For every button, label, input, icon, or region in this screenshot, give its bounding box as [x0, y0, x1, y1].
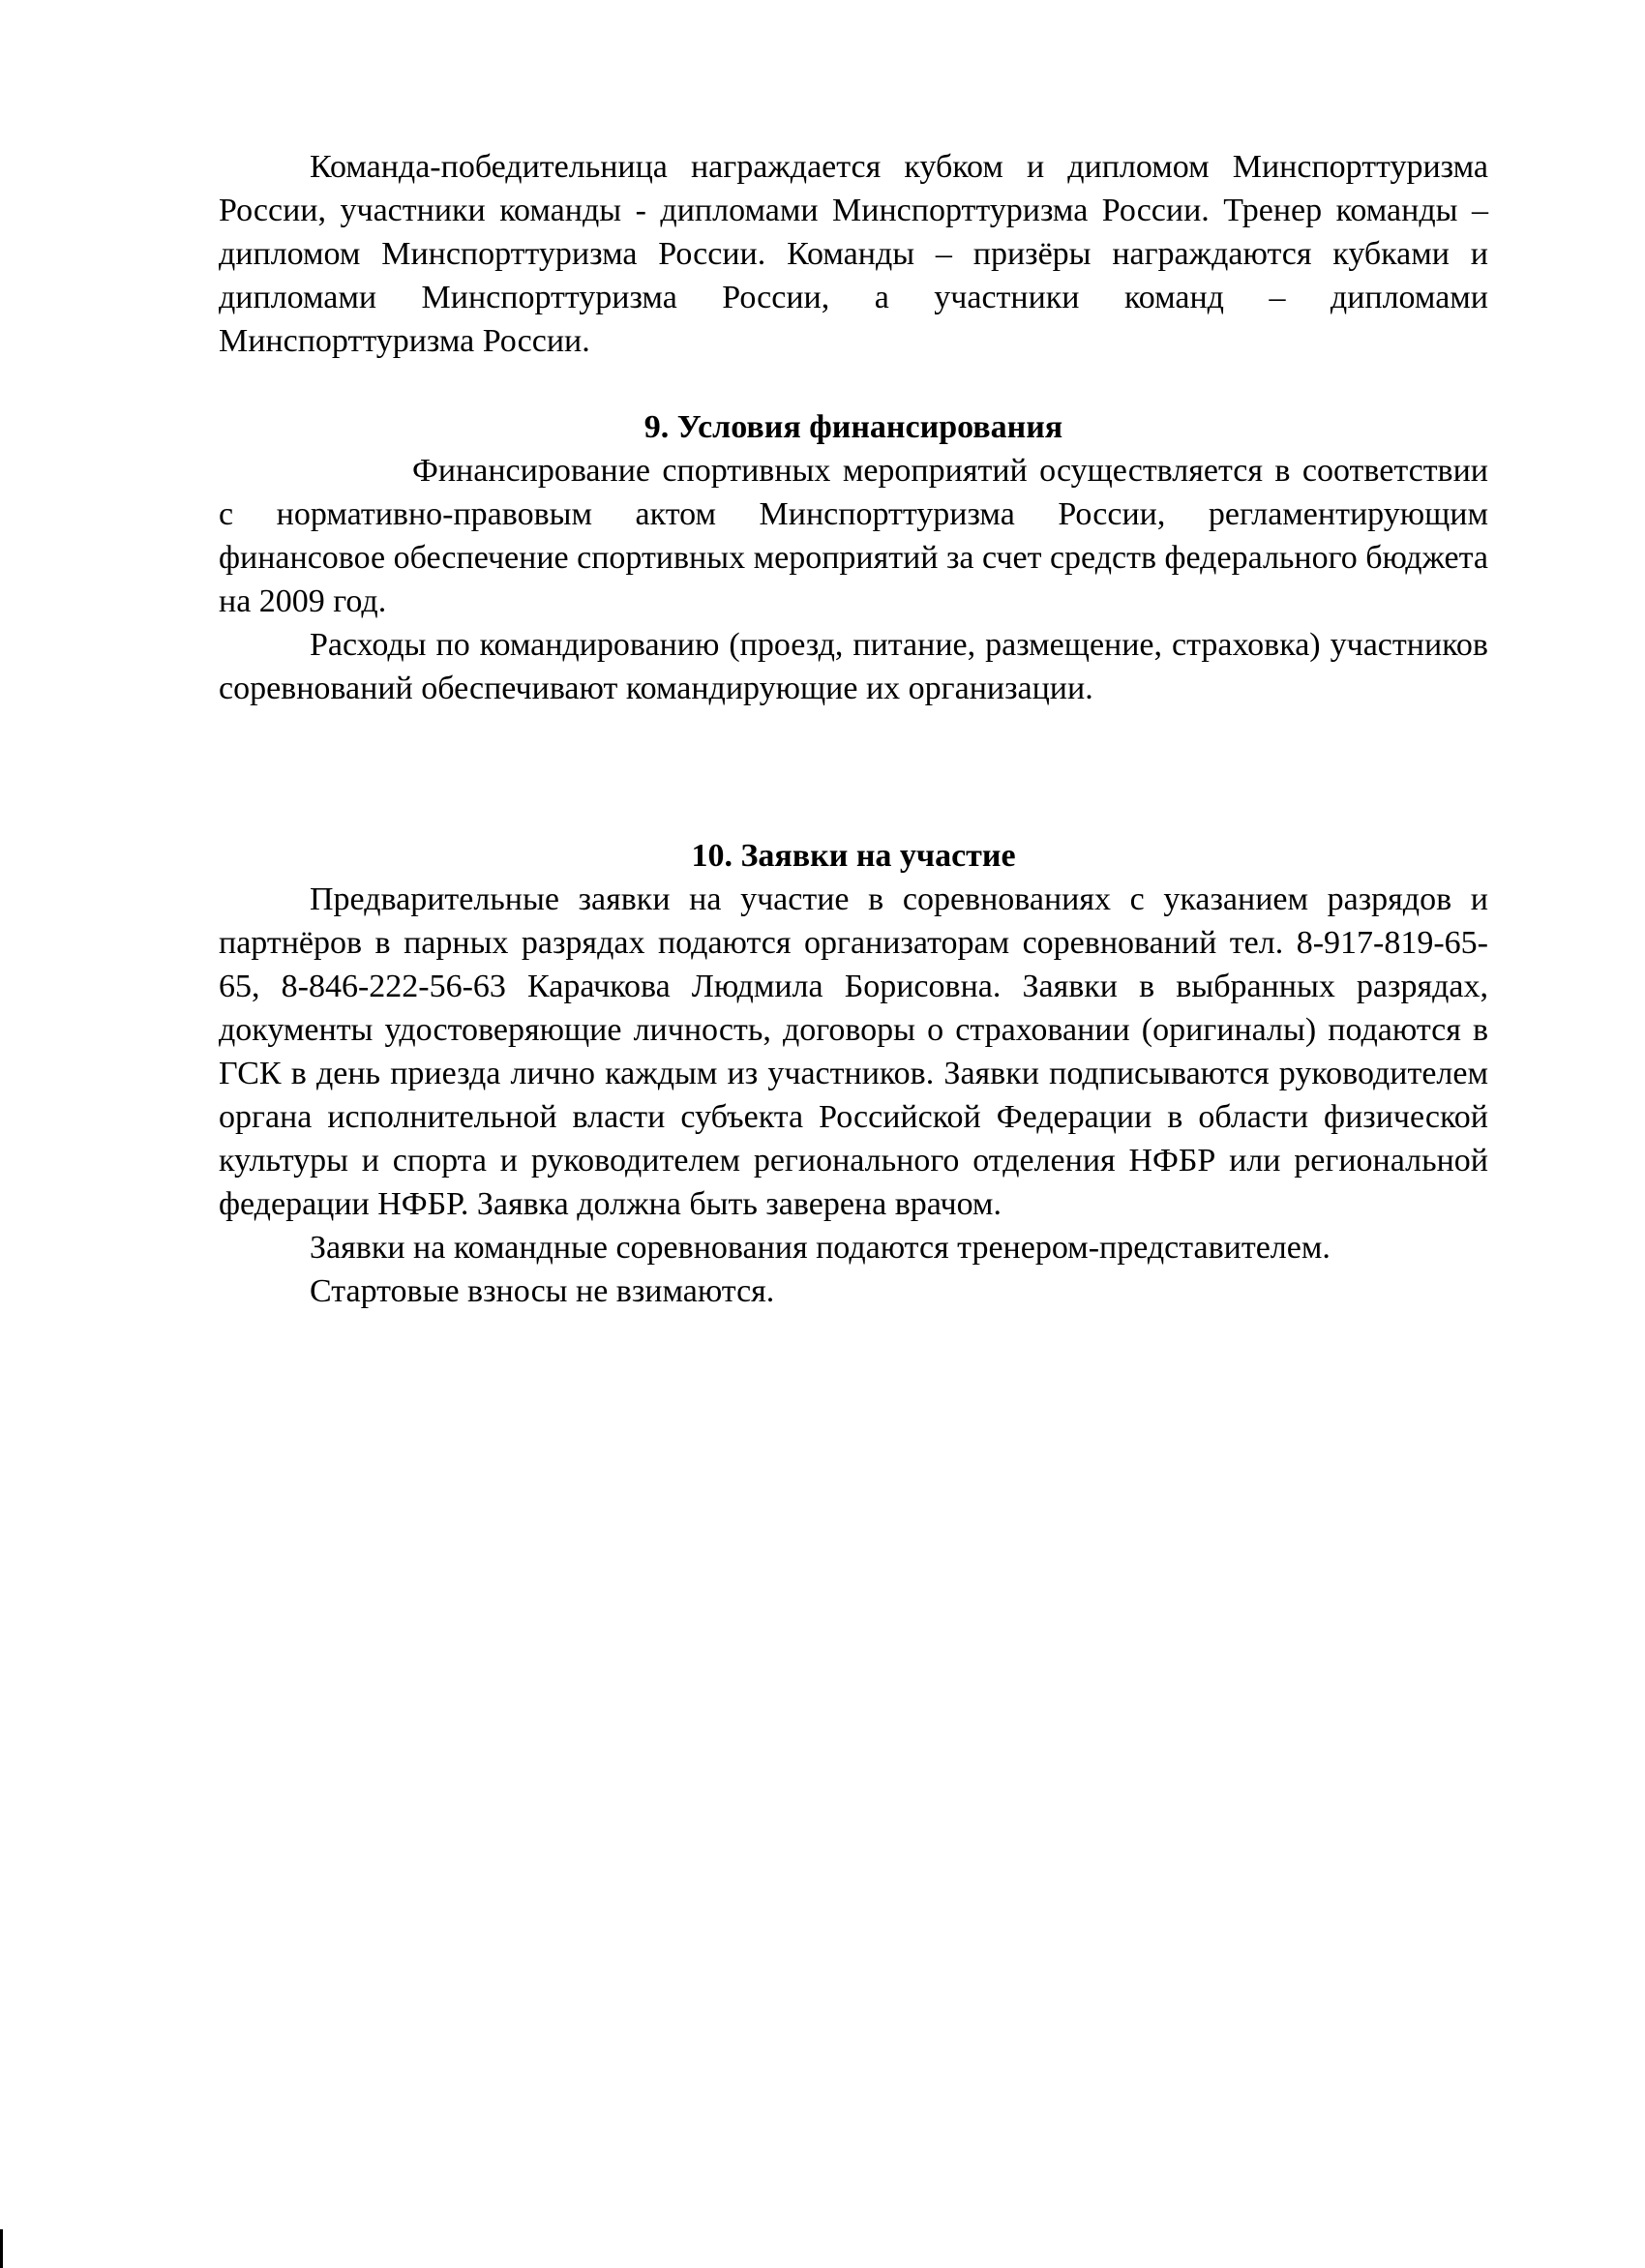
section-10-paragraph-1: Предварительные заявки на участие в соревнованиях с указанием разрядов и партнёров в парных разрядах подаются организаторам соревнований тел. 8-917-819-65-65, 8-846-222-56-63 Карачкова Людмила Борисовна. Заявки в выбранных разрядах, документы удостоверяющие личность, договоры о страховании (оригиналы) подаются в ГСК в день приезда лично каждым из участников. Заявки подписываются руководителем органа исполнительной власти субъекта Российской Федерации в области физической культуры и спорта и руководителем регионального отделения НФБР или региональной федерации НФБР. Заявка должна быть заверена врачом.: [219, 881, 1488, 1222]
awards-paragraph: Команда-победительница награждается кубком и дипломом Минспорттуризма России, участники команды - дипломами Минспорттуризма России. Тренер команды – дипломом Минспорттуризма России. Команды – призёры награждаются кубками и дипломами Минспорттуризма России, а участники команд – дипломами Минспорттуризма России.: [219, 149, 1488, 359]
section-9-paragraph-2: Расходы по командированию (проезд, питание, размещение, страховка) участников соревнований обеспечивают командирующие их организации.: [219, 627, 1488, 706]
document-page: [219, 145, 1488, 1313]
scan-edge-mark: [0, 2229, 3, 2268]
section-10-paragraph-2: Заявки на командные соревнования подаются тренером-представителем.: [310, 1230, 1331, 1266]
section-10-paragraph-3: Стартовые взносы не взимаются.: [310, 1273, 775, 1309]
section-9-paragraph-1: Финансирование спортивных мероприятий осуществляется в соответствии с нормативно-правовым актом Минспорттуризма России, регламентирующим финансовое обеспечение спортивных мероприятий за счет средств федерального бюджета на 2009 год.: [219, 453, 1488, 619]
section-9-heading: 9. Условия финансирования: [643, 409, 1063, 445]
section-10-heading: 10. Заявки на участие: [691, 838, 1016, 874]
